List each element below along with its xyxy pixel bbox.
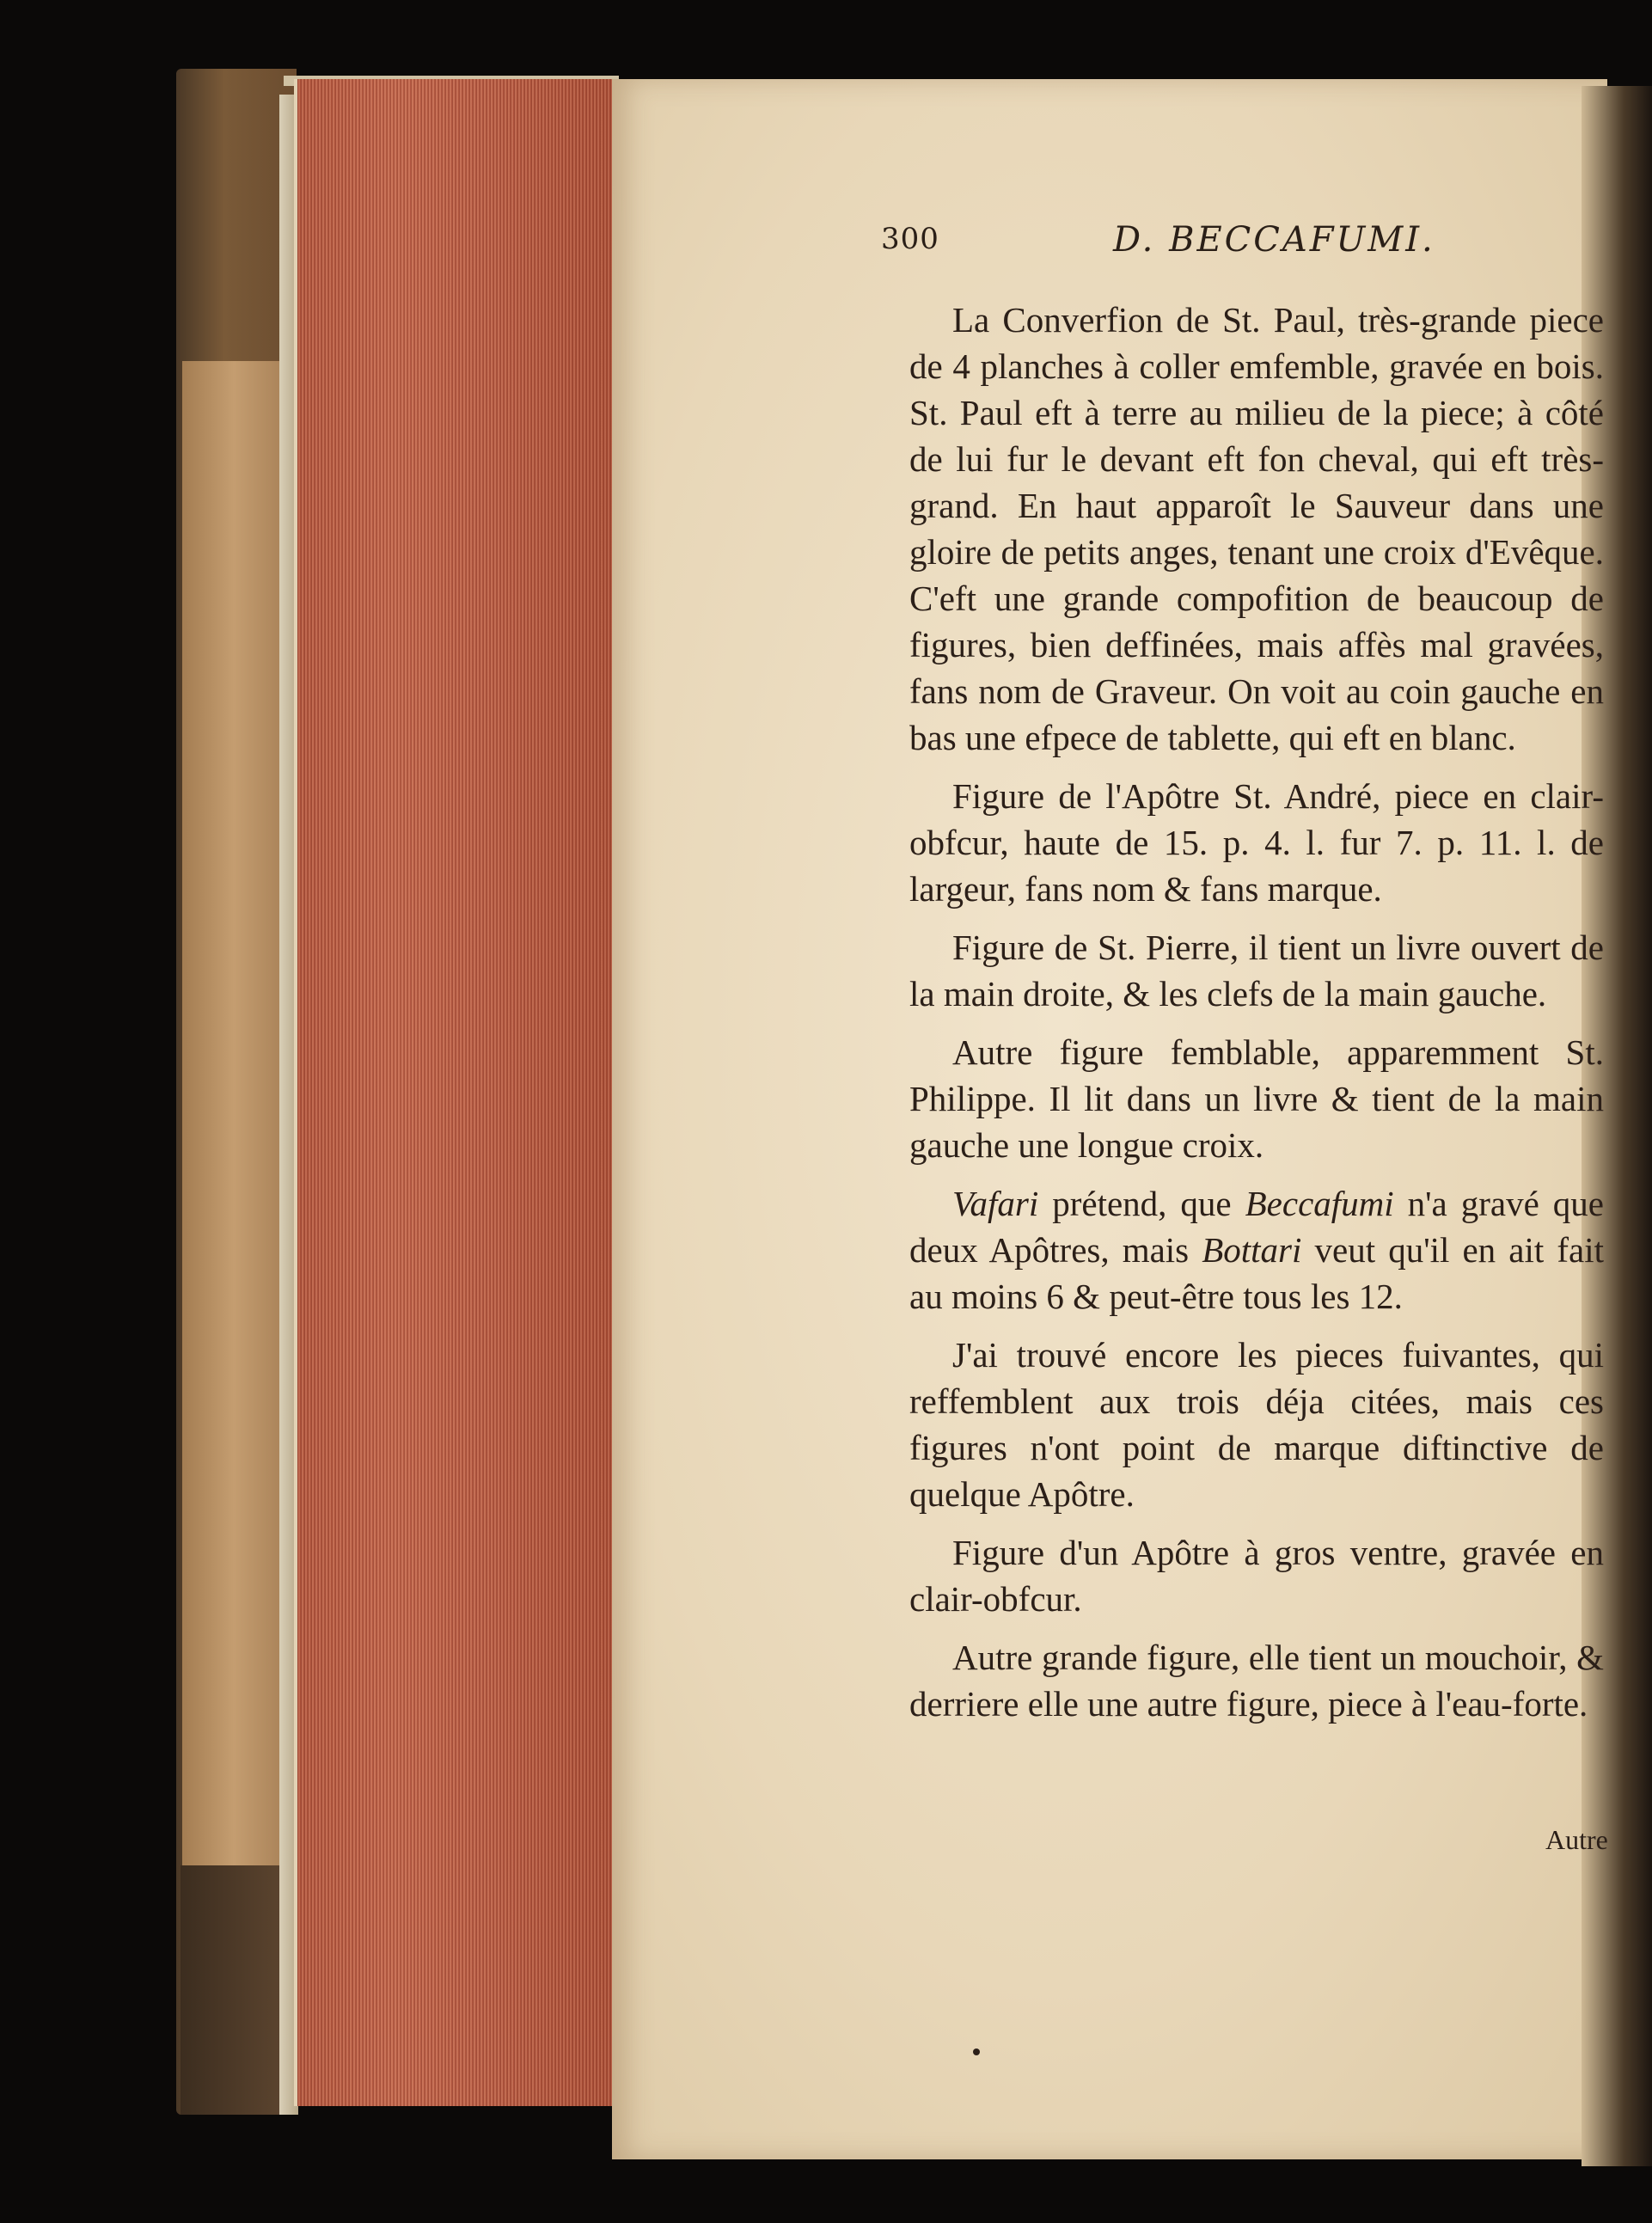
paragraph [909, 297, 1604, 761]
italic-name: Vafari [952, 1184, 1039, 1223]
paragraph [909, 924, 1604, 1017]
red-page-edges [294, 79, 615, 2106]
italic-name: Bottari [1202, 1230, 1302, 1270]
paragraph-text: Autre grande figure, elle tient un mouchoir, & derriere elle une autre figure, piece à l'eau-forte. [909, 1638, 1604, 1724]
paragraph-text: Figure de l'Apôtre St. André, piece en clair-obfcur, haute de 15. p. 4. l. fur 7. p. 11. l. de largeur, fans nom & fans marque. [909, 776, 1604, 909]
paragraph [909, 773, 1604, 912]
paragraph [909, 1180, 1604, 1320]
ink-dot [973, 2048, 980, 2055]
paragraph [909, 1634, 1604, 1727]
catchword: Autre [1545, 1824, 1608, 1855]
page-header [881, 222, 1474, 273]
paragraph-text: prétend, que [1038, 1184, 1245, 1223]
italic-name: Beccafumi [1245, 1184, 1394, 1223]
paragraph-text: veut qu'il en ait fait au moins 6 & peut-être tous les 12. [909, 1230, 1604, 1316]
paragraph-text: Figure d'un Apôtre à gros ventre, gravée en clair-obfcur. [909, 1533, 1604, 1619]
cover-lower-corner [180, 1865, 292, 2115]
running-head: D. BECCAFUMI. [1113, 220, 1435, 260]
cover-edge [182, 361, 285, 1874]
body-text [909, 297, 1604, 1739]
paragraph-text: Figure de St. Pierre, il tient un livre ouvert de la main droite, & les clefs de la main gauche. [909, 928, 1604, 1014]
paragraph-text: La Converfion de St. Paul, très-grande piece de 4 planches à coller emfemble, gravée en bois. St. Paul eft à terre au milieu de la piece; à côté de lui fur le devant eft fon cheval, qui eft très-grand. En haut apparoît le Sauveur dans une gloire de petits anges, tenant une croix d'Evêque. C'eft une grande compofition de beaucoup de figures, bien deffinées, mais affès mal gravées, fans nom de Graveur. On voit au coin gauche en bas une efpece de tablette, qui eft en blanc. [909, 300, 1604, 757]
paragraph-text: Autre figure femblable, apparemment St. Philippe. Il lit dans un livre & tient de la main gauche une longue croix. [909, 1032, 1604, 1165]
paragraph-text: n'a gravé que deux Apôtres, mais [909, 1184, 1604, 1270]
paragraph [909, 1332, 1604, 1517]
paragraph-text: J'ai trouvé encore les pieces fuivantes, qui reffemblent aux trois déja citées, mais ces figures n'ont point de marque diftinctive de quelque Apôtre. [909, 1335, 1604, 1514]
paragraph [909, 1029, 1604, 1168]
page-number: 300 [881, 222, 939, 256]
paragraph [909, 1529, 1604, 1622]
